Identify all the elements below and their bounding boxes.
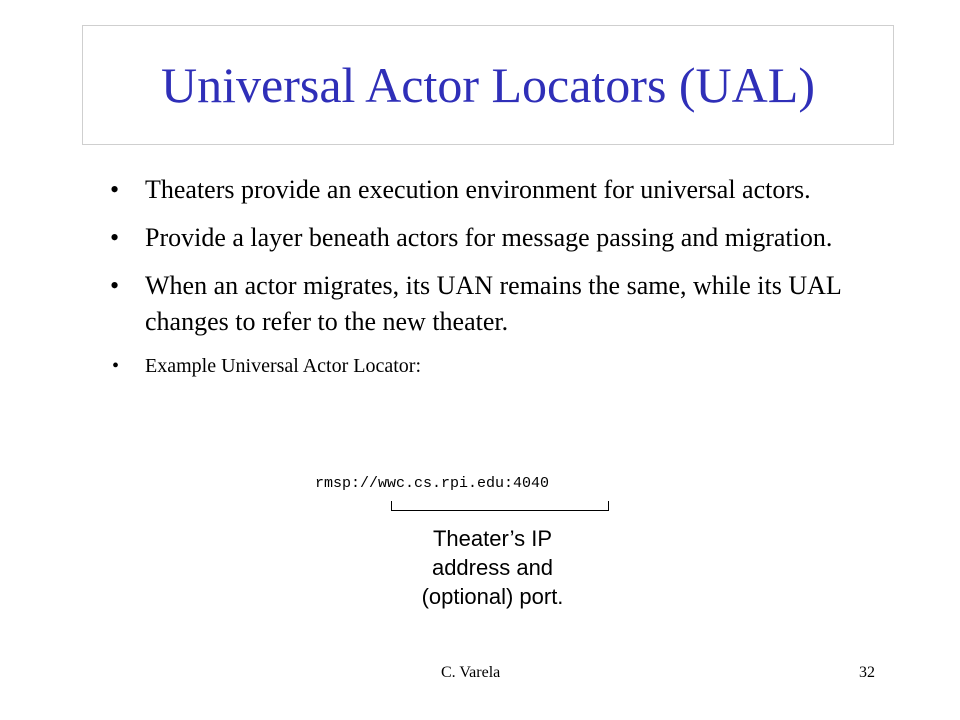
- bullet-item: [102, 268, 892, 340]
- bullet-item: [102, 220, 892, 256]
- annotation-line: Theater’s IP: [432, 526, 553, 551]
- annotation-line: address and: [431, 555, 554, 580]
- bullet-text: Theaters provide an execution environment for universal actors.: [145, 175, 811, 204]
- bullet-dot-icon: •: [110, 175, 120, 204]
- title-box: [82, 25, 894, 145]
- page-number: 32: [859, 664, 875, 681]
- slide-title: Universal Actor Locators (UAL): [161, 57, 815, 113]
- host-port-bracket: [391, 501, 609, 511]
- example-ual: rmsp://wwc.cs.rpi.edu:4040: [315, 475, 550, 492]
- bullet-dot-icon: •: [110, 271, 120, 300]
- annotation-line: (optional) port.: [421, 584, 564, 609]
- bracket-annotation: [380, 524, 605, 611]
- bullet-dot-icon: •: [110, 223, 120, 252]
- bullet-list: [102, 172, 892, 392]
- bullet-text: Provide a layer beneath actors for message passing and migration.: [145, 223, 833, 252]
- bullet-dot-icon: •: [112, 355, 120, 377]
- bullet-item: [102, 352, 892, 380]
- bullet-text: Example Universal Actor Locator:: [145, 355, 422, 377]
- footer-author: C. Varela: [441, 664, 501, 681]
- bullet-text: When an actor migrates, its UAN remains the same, while its UAL changes to refer to the new theater.: [145, 271, 841, 336]
- bullet-item: [102, 172, 892, 208]
